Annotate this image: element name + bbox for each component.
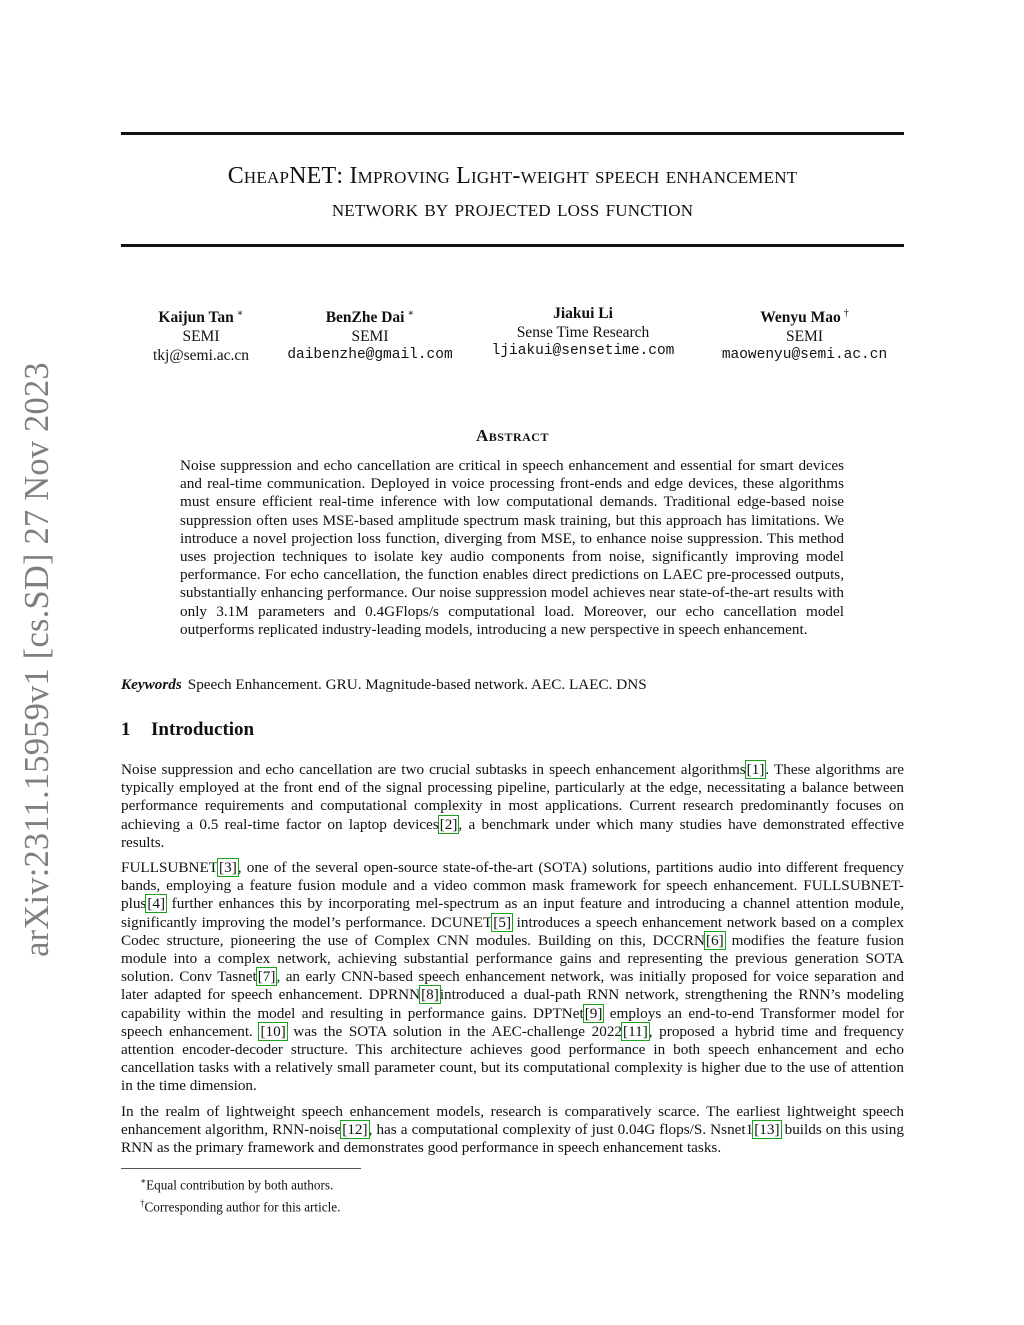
keywords-label: Keywords: [121, 676, 182, 693]
author-mark: ∗: [236, 308, 244, 319]
citation-link[interactable]: [4]: [147, 895, 166, 913]
citation-link[interactable]: [8]: [421, 986, 439, 1004]
citation-link[interactable]: [9]: [584, 1004, 603, 1022]
author-email[interactable]: daibenzhe@gmail.com: [287, 347, 453, 364]
author-2: [279, 304, 461, 365]
author-name: BenZhe Dai: [325, 309, 405, 327]
text-run: was the SOTA solution in the AEC-challenge 2022: [286, 1022, 623, 1040]
author-affiliation: SEMI: [351, 328, 389, 346]
author-email[interactable]: maowenyu@semi.ac.cn: [721, 347, 888, 364]
author-email[interactable]: ljiakui@sensetime.com: [491, 343, 675, 359]
citation-link[interactable]: [3]: [219, 859, 237, 877]
citation-link[interactable]: [10]: [260, 1022, 286, 1040]
citation-link[interactable]: [1]: [746, 761, 765, 778]
footnote-mark: ∗: [140, 1176, 147, 1186]
author-block: [121, 304, 904, 364]
footnote-1: [140, 1172, 340, 1194]
text-run: employs an end-to-end Transformer model for speech enhancement.: [121, 1004, 904, 1040]
title-line-1: [121, 160, 904, 193]
citation-link[interactable]: [7]: [257, 968, 276, 986]
title-colon: :: [336, 163, 350, 189]
author-name: Kaijun Tan: [158, 309, 234, 327]
arxiv-identifier: [16, 347, 58, 972]
footnote-mark: †: [140, 1198, 145, 1209]
citation-link[interactable]: [6]: [705, 931, 724, 949]
author-affiliation: Sense Time Research: [516, 324, 650, 341]
author-affiliation: SEMI: [182, 328, 220, 346]
text-run: , has a computational complexity of just 0.04G flops/S. Nsnet1: [368, 1120, 754, 1138]
author-name: Jiakui Li: [553, 305, 613, 322]
text-run: Noise suppression and echo cancellation are two crucial subtasks in speech enhancement algorithms: [121, 761, 746, 778]
text-run: modifies the feature fusion module into a complex network, achieving substantial performance gains and representing the previous generation SOTA solution. Conv Tasnet: [121, 931, 904, 986]
title-bottom-rule: [121, 244, 904, 247]
title-model-name: CheapNET: [227, 163, 337, 189]
paper-title: [121, 160, 904, 226]
abstract-text: Noise suppression and echo cancellation are critical in speech enhancement and essential for smart devices and real-time communication. Deployed in voice processing front-ends and edge devices, these algorithms must ensure efficient real-time inference with low computational demands. Traditional edge-based noise suppression often uses MSE-based amplitude spectrum mask training, but this approach has limitations. We introduce a novel projection loss function, diverging from MSE, to enhance noise suppression. This method uses projection techniques to isolate key audio components from noise, significantly improving model performance. For echo cancellation, the function enables direct predictions on LAEC pre-processed outputs, substantially enhancing performance. Our noise suppression model achieves near state-of-the-art results with only 3.1M parameters and 0.4GFlops/s computational load. Moreover, our echo cancellation model outperforms replicated industry-leading models, introducing a new perspective in speech enhancement.: [180, 457, 844, 638]
citation-link[interactable]: [13]: [754, 1120, 780, 1138]
title-line-1-rest: Improving Light-weight speech enhancement: [349, 163, 798, 189]
footnote-text: Corresponding author for this article.: [144, 1199, 341, 1215]
section-heading-introduction: [121, 719, 254, 741]
author-email[interactable]: tkj@semi.ac.cn: [152, 347, 250, 365]
text-run: , a benchmark under which many studies have demonstrated effective results.: [121, 815, 904, 851]
footnote-divider: [121, 1168, 361, 1169]
citation-link[interactable]: [5]: [493, 913, 512, 931]
text-run: , one of the several open-source state-of-the-art (SOTA) solutions, partitions audio into different frequency bands, employing a feature fusion module and a video common mask framework for speech enhancement. FULLSUBNET-plus: [121, 859, 904, 913]
footnotes: [140, 1172, 340, 1217]
title-line-2: network by projected loss function: [331, 196, 694, 222]
keywords-line: [121, 676, 904, 694]
text-run: . These algorithms are typically employed at the front end of the signal processing pipeline, particularly at the edge, necessitating a balance between performance requirements and computational complexity in most applications. Current research predominantly focuses on achieving a 0.5 real-time factor on laptop devices: [121, 761, 904, 833]
author-affiliation: SEMI: [785, 328, 824, 346]
title-top-rule: [121, 132, 904, 135]
footnote-2: [140, 1194, 340, 1216]
footnote-text: Equal contribution by both authors.: [146, 1177, 334, 1193]
paragraph-2: [121, 859, 904, 1096]
author-name: Wenyu Mao: [760, 309, 841, 327]
author-4: [705, 304, 904, 365]
arxiv-identifier-text: arXiv:2311.15959v1 [cs.SD] 27 Nov 2023: [17, 362, 56, 957]
citation-link[interactable]: [12]: [342, 1120, 368, 1138]
text-run: , an early CNN-based speech enhancement network, was initially proposed for voice separation and later adapted for speech enhancement. DPRNN: [121, 968, 904, 1004]
author-mark: †: [843, 308, 849, 319]
author-mark: ∗: [407, 308, 415, 319]
citation-link[interactable]: [2]: [439, 815, 458, 833]
text-run: introduces a speech enhancement network based on a complex Codec structure, pioneering the use of Complex CNN modules. Building on this, DCCRN: [121, 913, 905, 949]
text-run: builds on this using RNN as the primary framework and demonstrates good performance in speech enhancement tasks.: [121, 1120, 904, 1157]
abstract-heading: Abstract: [476, 426, 549, 445]
section-title: Introduction: [151, 719, 255, 740]
citation-link[interactable]: [11]: [623, 1022, 648, 1040]
text-run: introduced a dual-path RNN network, strengthening the RNN’s modeling capability within the model and resulting in performance gains. DPTNet: [121, 986, 905, 1022]
author-3: [483, 304, 683, 361]
text-run: further enhances this by incorporating mel-spectrum as an input feature and introducing a channel attention module, significantly improving the model’s performance. DCUNET: [121, 895, 904, 931]
introduction-body: [121, 761, 904, 1164]
text-run: , proposed a hybrid time and frequency attention encoder-decoder structure. This architecture achieves good performance in both speech enhancement and echo cancellation tasks with a relatively small parameter count, but its computational complexity is higher due to the use of attention in the time dimension.: [121, 1022, 904, 1095]
paragraph-3: [121, 1103, 904, 1158]
text-run: In the realm of lightweight speech enhancement models, research is comparatively scarce. The earliest lightweight speech enhancement algorithm, RNN-noise: [121, 1102, 904, 1138]
text-run: FULLSUBNET: [121, 859, 219, 877]
author-1: [121, 304, 281, 365]
keywords-text: Speech Enhancement. GRU. Magnitude-based network. AEC. LAEC. DNS: [187, 676, 647, 693]
paragraph-1: [121, 761, 904, 852]
section-number: 1: [121, 719, 131, 740]
